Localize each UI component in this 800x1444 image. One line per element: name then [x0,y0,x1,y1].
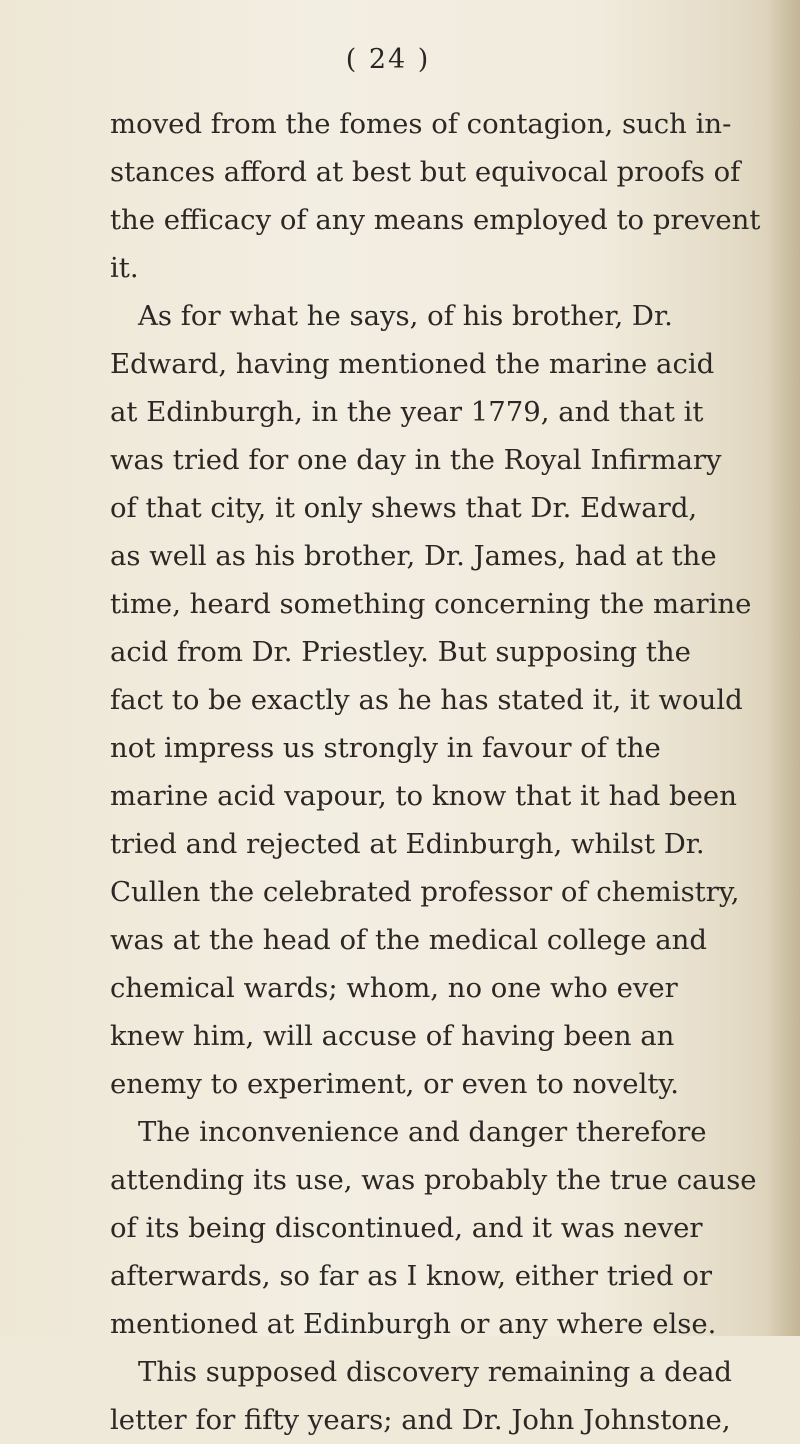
text-line: acid from Dr. Priestley. But supposing the [110,636,691,668]
text-line: of that city, it only shews that Dr. Edward, [110,492,698,524]
text-line: was tried for one day in the Royal Infirmary [110,444,722,476]
text-line: at Edinburgh, in the year 1779, and that it [110,396,704,428]
page-number: ( 24 ) [345,44,431,75]
text-line: not impress us strongly in favour of the [110,732,661,764]
page-edge-shadow [766,0,800,1336]
text-line: chemical wards; whom, no one who ever [110,972,678,1004]
text-line: Cullen the celebrated professor of chemistry, [110,876,740,908]
text-line: enemy to experiment, or even to novelty. [110,1068,680,1100]
text-line: The inconvenience and danger therefore [138,1116,707,1148]
text-line: As for what he says, of his brother, Dr. [138,300,673,332]
text-line: knew him, will accuse of having been an [110,1020,675,1052]
text-line: mentioned at Edinburgh or any where else. [110,1308,717,1340]
text-line: attending its use, was probably the true cause [110,1164,757,1196]
text-line: of its being discontinued, and it was never [110,1212,703,1244]
text-line: stances afford at best but equivocal proofs of [110,156,741,188]
text-line: This supposed discovery remaining a dead [138,1356,732,1388]
text-line: time, heard something concerning the marine [110,588,752,620]
text-line: fact to be exactly as he has stated it, it would [110,684,743,716]
text-line: it. [110,252,139,284]
text-line: the efficacy of any means employed to prevent [110,204,761,236]
text-line: Edward, having mentioned the marine acid [110,348,715,380]
text-line: afterwards, so far as I know, either tried or [110,1260,713,1292]
text-line: was at the head of the medical college and [110,924,707,956]
text-line: marine acid vapour, to know that it had been [110,780,737,812]
text-line: moved from the fomes of contagion, such in- [110,108,732,140]
text-line: letter for fifty years; and Dr. John Johnstone, [110,1404,731,1436]
body-text [110,100,770,1444]
text-line: tried and rejected at Edinburgh, whilst Dr. [110,828,705,860]
text-line: as well as his brother, Dr. James, had at the [110,540,717,572]
